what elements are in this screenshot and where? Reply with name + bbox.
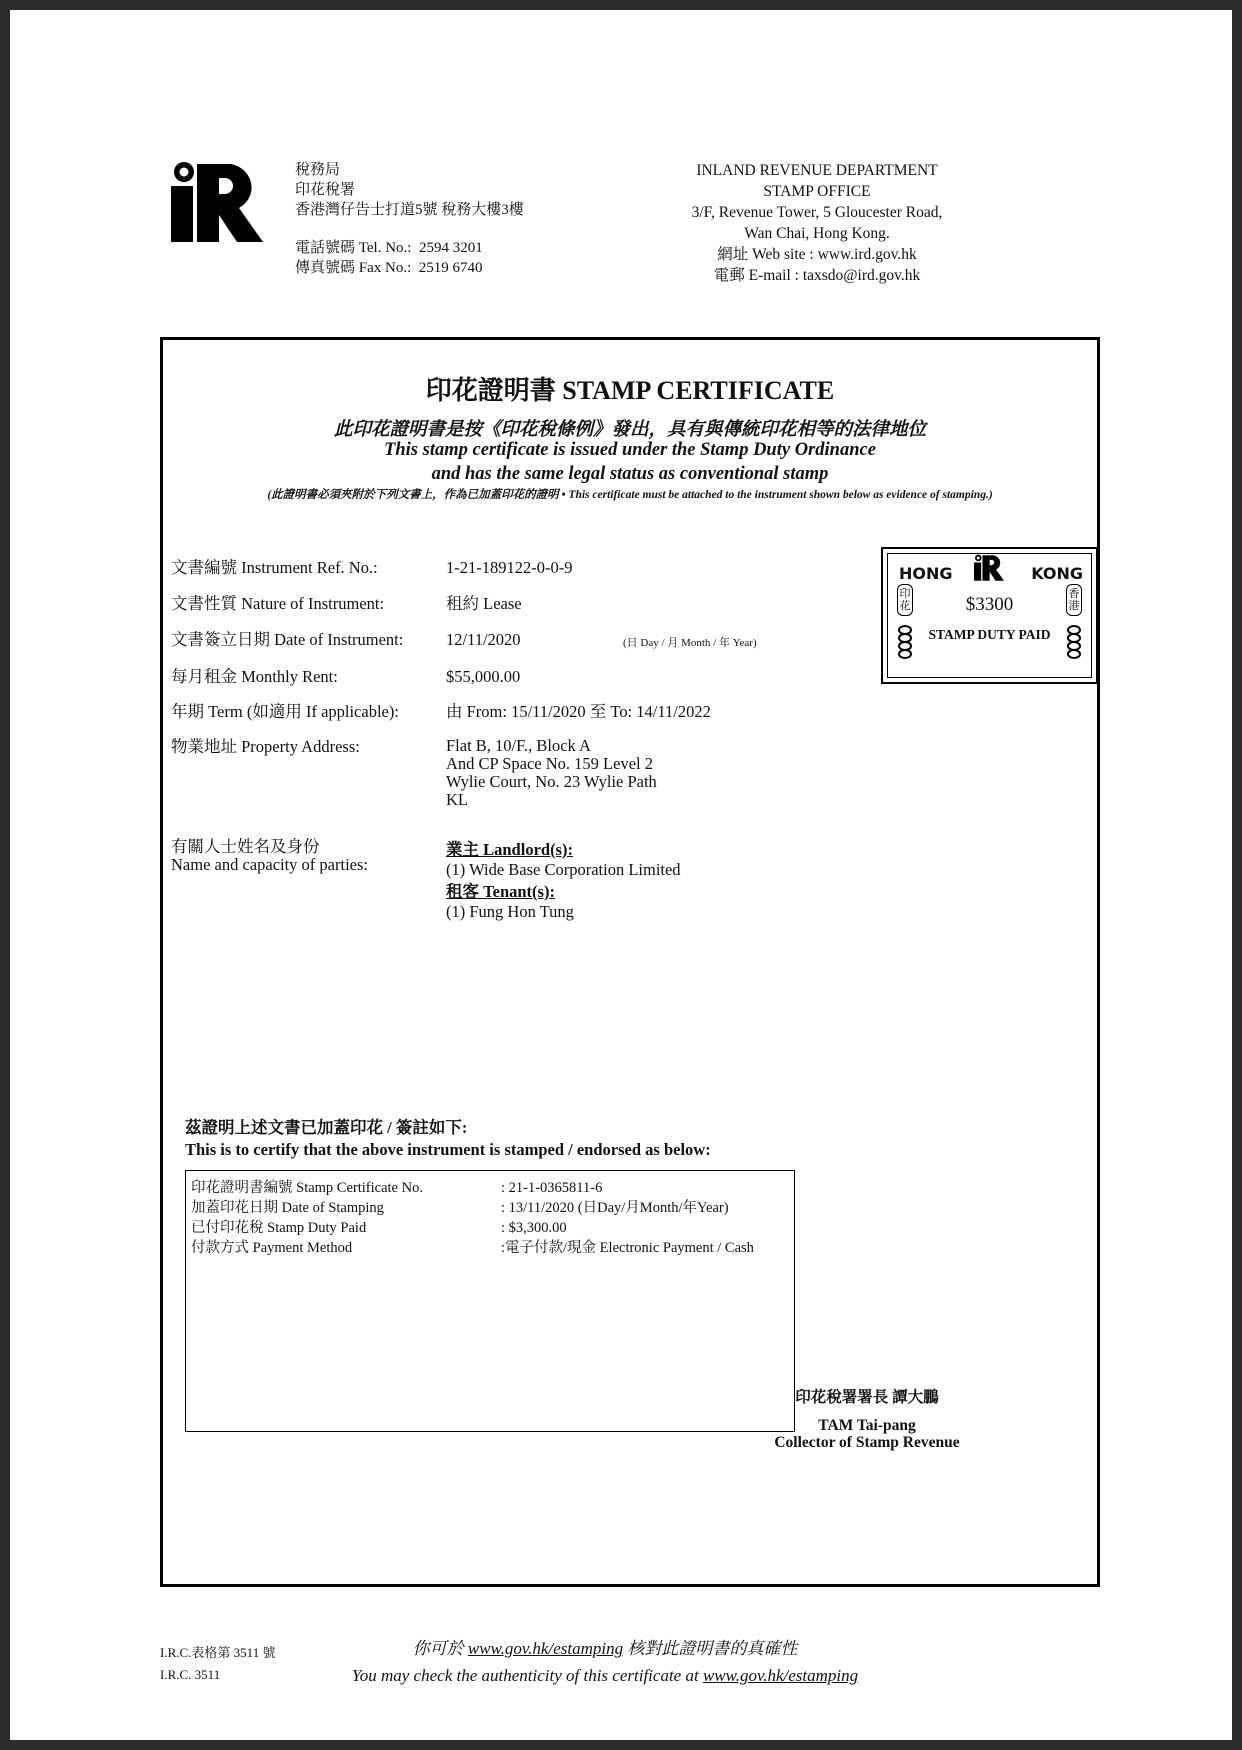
stamping-date-label: 加蓋印花日期 Date of Stamping <box>191 1200 384 1216</box>
parties <box>446 840 681 924</box>
address-line-2: Wan Chai, Hong Kong. <box>744 225 890 242</box>
cert-no-value: : 21-1-0365811-6 <box>501 1180 603 1196</box>
ref-label: 文書編號 Instrument Ref. No.: <box>171 558 378 577</box>
endorse-row-method <box>191 1239 754 1257</box>
certificate-box <box>160 337 1100 1587</box>
address-label: 物業地址 Property Address: <box>171 737 360 756</box>
endorse-row-duty <box>191 1219 567 1237</box>
nature-value: 租約 Lease <box>446 594 522 613</box>
parties-label <box>171 838 368 874</box>
parties-label-cn: 有關人士姓名及身份 <box>171 837 320 856</box>
office-name-en: STAMP OFFICE <box>763 183 871 200</box>
form-number-en: I.R.C. 3511 <box>160 1667 221 1682</box>
collector-title-en: Collector of Stamp Revenue <box>774 1434 960 1451</box>
certificate-title: 印花證明書 STAMP CERTIFICATE <box>425 376 835 405</box>
verify-link-cn[interactable]: www.gov.hk/estamping <box>467 1639 624 1658</box>
collector-name-en: TAM Tai-pang <box>818 1417 916 1434</box>
office-name-cn: 印花稅署 <box>295 182 356 198</box>
dept-name-cn: 稅務局 <box>295 162 341 178</box>
landlord-heading: 業主 Landlord(s): <box>446 840 573 859</box>
certificate-page <box>10 10 1232 1740</box>
endorse-row-cert-no <box>191 1179 603 1197</box>
address-line: KL <box>446 790 468 809</box>
stamp-amount: $3300 <box>965 594 1014 615</box>
subtitle-cn: 此印花證明書是按《印花稅條例》發出，具有與傳統印花相等的法律地位 <box>333 420 926 440</box>
dept-name-en: INLAND REVENUE DEPARTMENT <box>696 162 938 179</box>
address-line: Flat B, 10/F., Block A <box>446 736 591 755</box>
date-format-hint: (日 Day / 月 Month / 年 Year) <box>623 637 757 649</box>
cert-no-label: 印花證明書編號 Stamp Certificate No. <box>191 1180 423 1196</box>
tenant-heading: 租客 Tenant(s): <box>446 882 555 901</box>
address-line: Wylie Court, No. 23 Wylie Path <box>446 772 657 791</box>
parties-label-en: Name and capacity of parties: <box>171 855 368 874</box>
tenant-name: (1) Fung Hon Tung <box>446 902 574 921</box>
endorse-row-date <box>191 1199 729 1217</box>
verify-cn-prefix: 你可於 <box>412 1639 468 1658</box>
address-cn: 香港灣仔告士打道5號 稅務大樓3樓 <box>295 202 524 218</box>
header-left <box>295 160 524 278</box>
verify-link-en[interactable]: www.gov.hk/estamping <box>702 1666 859 1685</box>
subtitle-en-1: This stamp certificate is issued under the Stamp Duty Ordinance <box>384 440 876 460</box>
tel-number: 2594 3201 <box>418 240 483 256</box>
certify-en: This is to certify that the above instrument is stamped / endorsed as below: <box>185 1140 711 1159</box>
verification-note <box>280 1635 930 1689</box>
stamp-duty-paid-stamp <box>881 547 1098 684</box>
form-number-cn: I.R.C.表格第 3511 號 <box>160 1645 276 1660</box>
address-line-1: 3/F, Revenue Tower, 5 Gloucester Road, <box>691 204 943 221</box>
method-label: 付款方式 Payment Method <box>191 1240 353 1256</box>
certify-statement <box>185 1117 711 1161</box>
header-right <box>652 160 982 286</box>
stamp-seal-right: 香港 <box>1066 584 1082 616</box>
verify-cn-suffix: 核對此證明書的真確性 <box>623 1639 798 1658</box>
subtitle-en-2: and has the same legal status as conventional stamp <box>431 464 829 484</box>
ird-logo <box>167 160 267 246</box>
method-value: :電子付款/現金 Electronic Payment / Cash <box>501 1240 754 1256</box>
rent-value: $55,000.00 <box>446 667 521 686</box>
term-label: 年期 Term (如適用 If applicable): <box>171 702 399 721</box>
nature-label: 文書性質 Nature of Instrument: <box>171 594 385 613</box>
ref-value: 1-21-189122-0-0-9 <box>446 558 573 577</box>
duty-label: 已付印花稅 Stamp Duty Paid <box>191 1220 367 1236</box>
rent-label: 每月租金 Monthly Rent: <box>171 667 338 686</box>
website: 網址 Web site : www.ird.gov.hk <box>717 246 917 263</box>
fax-label: 傳真號碼 Fax No.: <box>295 260 412 276</box>
collector-title-cn: 印花稅署署長 譚大鵬 <box>795 1389 939 1406</box>
term-value: 由 From: 15/11/2020 至 To: 14/11/2022 <box>446 702 711 721</box>
landlord-name: (1) Wide Base Corporation Limited <box>446 860 681 879</box>
stamp-paid-text: STAMP DUTY PAID <box>928 627 1051 642</box>
stamp-word-right: KONG <box>1031 564 1083 583</box>
signature-block <box>767 1385 967 1451</box>
verify-en-prefix: You may check the authenticity of this certificate at <box>351 1666 703 1685</box>
stamp-seal-left: 印花 <box>897 584 913 616</box>
form-number <box>160 1642 275 1686</box>
email: 電郵 E-mail : taxsdo@ird.gov.hk <box>713 267 921 284</box>
tel-label: 電話號碼 Tel. No.: <box>295 240 412 256</box>
address-line: And CP Space No. 159 Level 2 <box>446 754 653 773</box>
fax-number: 2519 6740 <box>418 260 483 276</box>
address-value <box>446 737 657 809</box>
stamp-ird-logo <box>971 554 1007 582</box>
duty-value: : $3,300.00 <box>501 1220 567 1236</box>
endorsement-box <box>185 1170 795 1432</box>
stamping-date-value: : 13/11/2020 (日Day/月Month/年Year) <box>501 1200 729 1216</box>
attachment-note: (此證明書必須夾附於下列文書上，作為已加蓋印花的證明 • This certificate must be attached to the instrument shown below as evidence of stamping.) <box>267 489 993 501</box>
date-value: 12/11/2020 <box>446 630 521 649</box>
date-label: 文書簽立日期 Date of Instrument: <box>171 630 404 649</box>
certify-cn: 茲證明上述文書已加蓋印花 / 簽註如下: <box>185 1118 468 1137</box>
stamp-word-left: HONG <box>899 564 953 583</box>
